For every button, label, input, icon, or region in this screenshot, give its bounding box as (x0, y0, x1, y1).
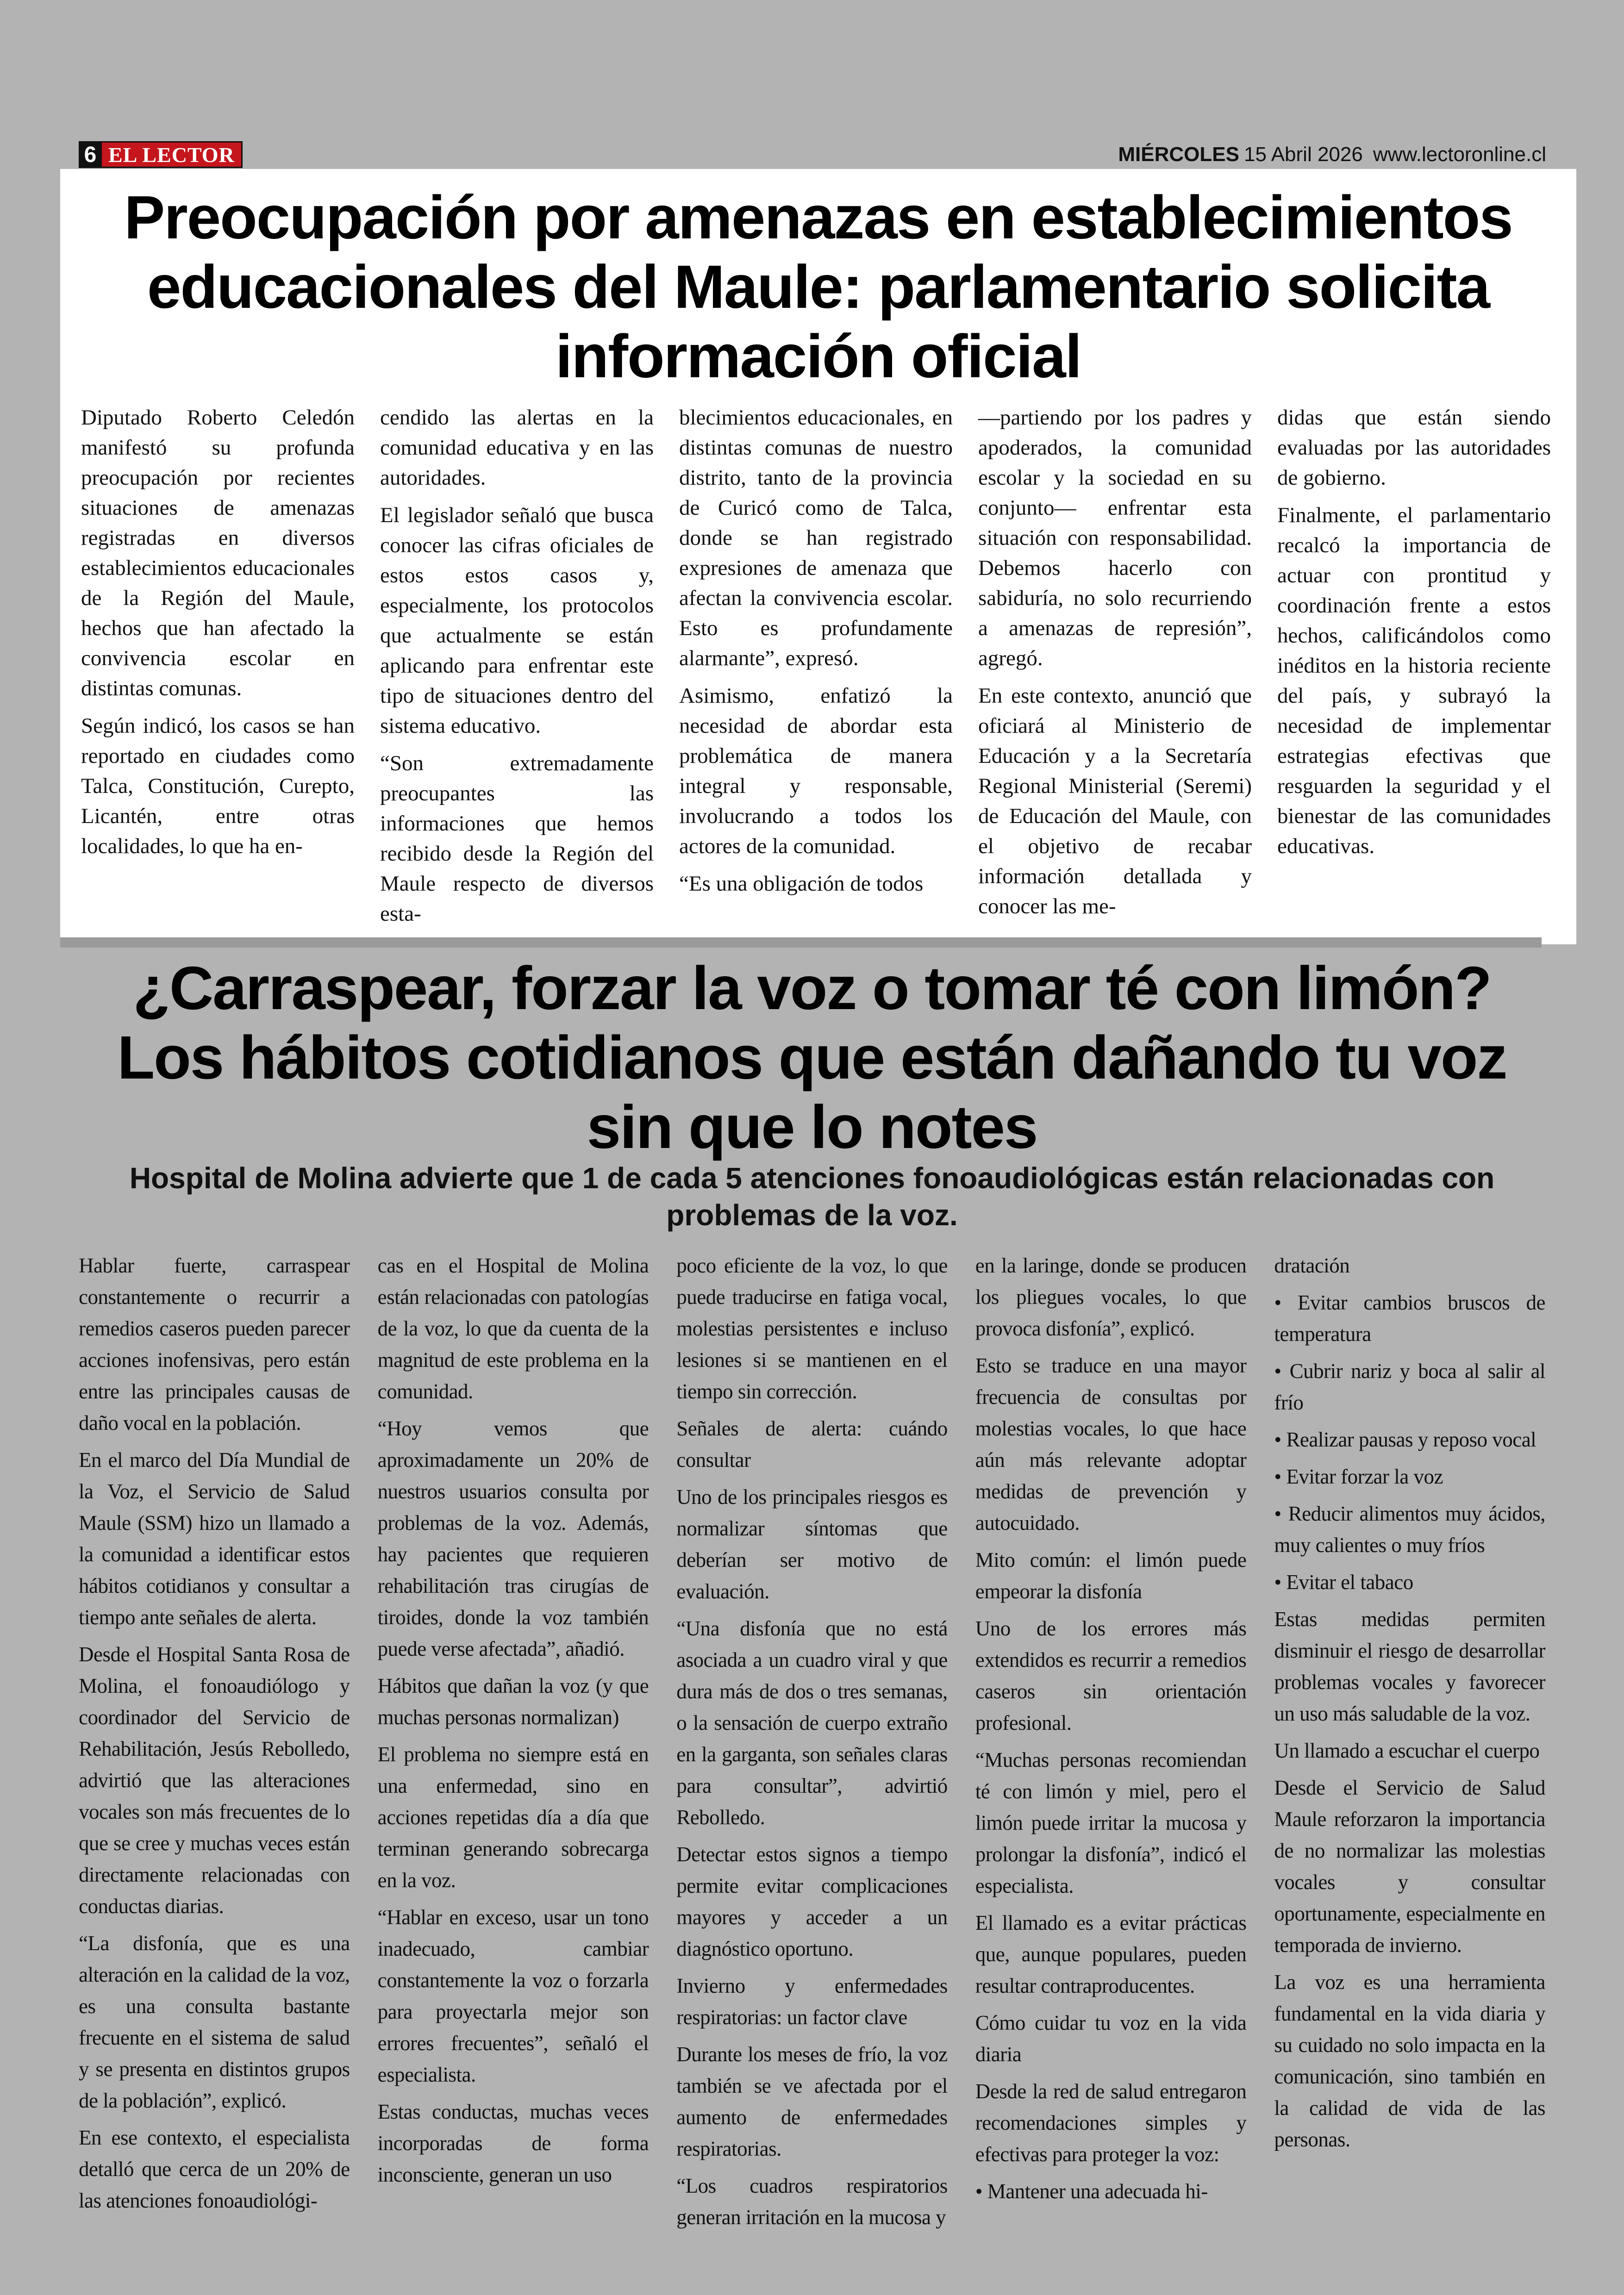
masthead: EL LECTOR (102, 141, 243, 168)
paragraph: Durante los meses de frío, la voz también se ve afectada por el aumento de enfermedades respiratorias. (676, 2043, 948, 2160)
paragraph: El legislador señaló que busca conocer las cifras oficiales de estos estos casos y, especialmente, los protocolos que actualmente se están aplicando para enfrentar este tipo de situaciones dentro del sistema educativo. (380, 503, 654, 738)
article-divider (60, 937, 1542, 948)
paragraph: Esto se traduce en una mayor frecuencia de consultas por molestias vocales, lo que hace aún más relevante adoptar medidas de prevención y autocuidado. (975, 1354, 1247, 1534)
article-2-body (79, 1250, 1545, 2239)
dateline (1118, 143, 1546, 166)
paragraph: Uno de los errores más extendidos es recurrir a remedios caseros sin orientación profesional. (975, 1617, 1247, 1734)
article-2-column (378, 1250, 649, 2239)
paragraph: “La disfonía, que es una alteración en la calidad de la voz, es una consulta bastante frecuente en el sistema de salud y se presenta en distintos grupos de la población”, explicó. (79, 1932, 350, 2112)
article-1-column (978, 403, 1252, 936)
bullet-item: • Reducir alimentos muy ácidos, muy calientes o muy fríos (1274, 1502, 1545, 1557)
article-1-column (679, 403, 953, 936)
paragraph: “Hoy vemos que aproximadamente un 20% de nuestros usuarios consulta por problemas de la voz. Además, hay pacientes que requieren rehabilitación tras cirugías de tiroides, donde la voz también puede verse afectada”, añadió. (377, 1417, 649, 1660)
newspaper-logo (79, 141, 243, 168)
section-heading: Un llamado a escuchar el cuerpo (1274, 1739, 1540, 1762)
bullet-item: dratación (1274, 1254, 1350, 1277)
article-1-column (1277, 403, 1551, 936)
paragraph: Desde el Hospital Santa Rosa de Molina, el fonoaudiólogo y coordinador del Servicio de Rehabilitación, Jesús Rebolledo, advirtió que las alteraciones vocales son más frecuentes de lo que se cree y muchas veces están directamente relacionadas con conductas diarias. (79, 1643, 350, 1918)
bullet-item: • Mantener una adecuada hi- (975, 2180, 1208, 2203)
paragraph: En ese contexto, el especialista detalló que cerca de un 20% de las atenciones fonoaudiológi- (79, 2126, 350, 2212)
article-2-column (1274, 1250, 1545, 2239)
paragraph: didas que están siendo evaluadas por las autoridades de gobierno. (1277, 405, 1551, 490)
paragraph: “Hablar en exceso, usar un tono inadecuado, cambiar constantemente la voz o forzarla para proyectarla mejor son errores frecuentes”, señaló el especialista. (377, 1906, 649, 2086)
bullet-item: • Evitar forzar la voz (1274, 1465, 1443, 1488)
paragraph: Detectar estos signos a tiempo permite evitar complicaciones mayores y acceder a un diagnóstico oportuno. (676, 1843, 948, 1960)
paragraph: Según indicó, los casos se han reportado en ciudades como Talca, Constitución, Curepto, Licantén, entre otras localidades, lo que ha en- (81, 714, 355, 858)
paragraph: Desde la red de salud entregaron recomendaciones simples y efectivas para proteger la voz: (975, 2080, 1247, 2166)
article-1-column (81, 403, 355, 936)
paragraph: —partiendo por los padres y apoderados, la comunidad escolar y la sociedad en su conjunto— enfrentar esta situación con responsabilidad. Debemos hacerlo con sabiduría, no solo recurriendo a amenazas de represión”, agregó. (978, 405, 1252, 670)
paragraph: Hablar fuerte, carraspear constantemente o recurrir a remedios caseros pueden parecer acciones inofensivas, pero están entre las principales causas de daño vocal en la población. (79, 1254, 350, 1434)
bullet-item: • Evitar el tabaco (1274, 1571, 1413, 1594)
article-2-headline: ¿Carraspear, forzar la voz o tomar té con limón? Los hábitos cotidianos que están dañando tu voz sin que lo notes (117, 954, 1507, 1161)
article-threats-schools (60, 169, 1576, 944)
bullet-item: • Cubrir nariz y boca al salir al frío (1274, 1360, 1545, 1414)
website-link[interactable]: www.lectoronline.cl (1373, 143, 1546, 166)
paragraph: “Muchas personas recomiendan té con limón y miel, pero el limón puede irritar la mucosa y prolongar la disfonía”, indicó el especialista. (975, 1748, 1247, 1897)
paragraph: cendido las alertas en la comunidad educativa y en las autoridades. (380, 405, 654, 490)
article-1-body (81, 403, 1551, 936)
paragraph: Diputado Roberto Celedón manifestó su profunda preocupación por recientes situaciones de amenazas registradas en diversos establecimientos educacionales de la Región del Maule, hechos que han afectado la convivencia escolar en distintas comunas. (81, 405, 355, 700)
article-2-column (79, 1250, 350, 2239)
paragraph: “Los cuadros respiratorios generan irritación en la mucosa y (676, 2174, 948, 2229)
article-1-column (380, 403, 654, 936)
dateline-day: MIÉRCOLES (1118, 143, 1239, 166)
paragraph: El problema no siempre está en una enfermedad, sino en acciones repetidas día a día que terminan generando sobrecarga en la voz. (377, 1743, 649, 1892)
paragraph: Uno de los principales riesgos es normalizar síntomas que deberían ser motivo de evaluación. (676, 1485, 948, 1603)
paragraph: En el marco del Día Mundial de la Voz, el Servicio de Salud Maule (SSM) hizo un llamado a la comunidad a identificar estos hábitos cotidianos y consultar a tiempo ante señales de alerta. (79, 1448, 350, 1629)
paragraph: La voz es una herramienta fundamental en la vida diaria y su cuidado no solo impacta en la comunicación, sino también en la calidad de vida de las personas. (1274, 1971, 1545, 2151)
paragraph: En este contexto, anunció que oficiará al Ministerio de Educación y a la Secretaría Regional Ministerial (Seremi) de Educación del Maule, con el objetivo de recabar información detallada y conocer las me- (978, 684, 1252, 918)
paragraph: El llamado es a evitar prácticas que, aunque populares, pueden resultar contraproducentes. (975, 1911, 1247, 1997)
paragraph: Desde el Servicio de Salud Maule reforzaron la importancia de no normalizar las molestias vocales y consultar oportunamente, especialmente en temporada de invierno. (1274, 1776, 1545, 1957)
paragraph: en la laringe, donde se producen los pliegues vocales, lo que provoca disfonía”, explicó. (975, 1254, 1247, 1340)
section-heading: Hábitos que dañan la voz (y que muchas personas normalizan) (377, 1674, 649, 1729)
article-2-subtitle: Hospital de Molina advierte que 1 de cada 5 atenciones fonoaudiológicas están relacionadas con problemas de la voz. (129, 1161, 1495, 1232)
paragraph: Estas medidas permiten disminuir el riesgo de desarrollar problemas vocales y favorecer un uso más saludable de la voz. (1274, 1608, 1545, 1725)
paragraph: “Son extremadamente preocupantes las informaciones que hemos recibido desde la Región del Maule respecto de diversos esta- (380, 751, 654, 926)
paragraph: cas en el Hospital de Molina están relacionadas con patologías de la voz, lo que da cuenta de la magnitud de este problema en la comunidad. (377, 1254, 649, 1403)
section-heading: Mito común: el limón puede empeorar la disfonía (975, 1548, 1247, 1603)
paragraph: “Es una obligación de todos (679, 872, 924, 896)
section-heading: Señales de alerta: cuándo consultar (676, 1417, 948, 1472)
page-number: 6 (79, 141, 102, 168)
section-heading: Invierno y enfermedades respiratorias: un factor clave (676, 1974, 948, 2029)
page-header (79, 141, 1546, 171)
paragraph: poco eficiente de la voz, lo que puede traducirse en fatiga vocal, molestias persistentes e incluso lesiones si se mantienen en el tiempo sin corrección. (676, 1254, 948, 1403)
dateline-date: 15 Abril 2026 (1243, 143, 1363, 166)
article-2-column (676, 1250, 948, 2239)
paragraph: Asimismo, enfatizó la necesidad de abordar esta problemática de manera integral y responsable, involucrando a todos los actores de la comunidad. (679, 684, 953, 858)
article-2-column (975, 1250, 1247, 2239)
bullet-item: • Evitar cambios bruscos de temperatura (1274, 1291, 1545, 1346)
paragraph: Estas conductas, muchas veces incorporadas de forma inconsciente, generan un uso (377, 2100, 649, 2186)
section-heading: Cómo cuidar tu voz en la vida diaria (975, 2011, 1247, 2066)
paragraph: blecimientos educacionales, en distintas comunas de nuestro distrito, tanto de la provincia de Curicó como de Talca, donde se han registrado expresiones de amenaza que afectan la convivencia escolar. Esto es profundamente alarmante”, expresó. (679, 405, 953, 670)
article-1-headline: Preocupación por amenazas en establecimientos educacionales del Maule: parlamentario solicita información oficial (124, 183, 1512, 390)
bullet-item: • Realizar pausas y reposo vocal (1274, 1428, 1537, 1451)
paragraph: “Una disfonía que no está asociada a un cuadro viral y que dura más de dos o tres semanas, o la sensación de cuerpo extraño en la garganta, son señales claras para consultar”, advirtió Rebolledo. (676, 1617, 948, 1829)
paragraph: Finalmente, el parlamentario recalcó la importancia de actuar con prontitud y coordinación frente a estos hechos, calificándolos como inéditos en la historia reciente del país, y subrayó la necesidad de implementar estrategias efectivas que resguarden la seguridad y el bienestar de las comunidades educativas. (1277, 503, 1551, 858)
